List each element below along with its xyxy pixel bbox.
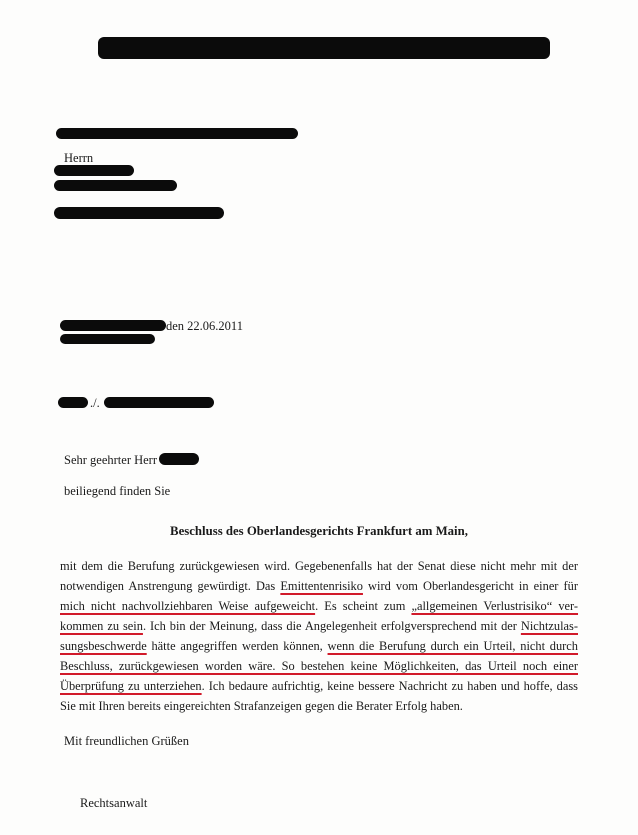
recipient-salutation: Herrn <box>64 151 94 165</box>
body-line-6 <box>60 658 578 674</box>
body-line-8: Sie mit Ihren bereits eingereichten Strafanzeigen gegen die Berater Erfolg haben. <box>60 699 463 713</box>
closing: Mit freundlichen Grüßen <box>64 734 189 748</box>
highlight-nichtzulassung: Nichtzulas- <box>520 619 578 633</box>
greeting: Sehr geehrter Herr <box>64 453 158 467</box>
signature-role: Rechtsanwalt <box>80 796 148 810</box>
redacted-sender-line <box>56 128 298 139</box>
redacted-case-party-b <box>104 397 214 408</box>
body-line-1: mit dem die Berufung zurückgewiesen wird. Gegebenenfalls hat der Senat diese nicht mehr mit der <box>60 559 578 573</box>
highlight-aufgeweicht: mich nicht nachvollziehbaren Weise aufgeweicht <box>60 599 316 613</box>
highlight-beschwerde: sungsbeschwerde <box>60 639 147 653</box>
highlight-verlustrisiko: „allgemeinen Verlustrisiko“ ver- <box>411 599 579 613</box>
case-separator: ./. <box>90 396 100 410</box>
body-line-2: notwendigen Anstrengung gewürdigt. Das Emittentenrisiko wird vom Oberlandesgericht in einer für <box>60 579 578 593</box>
body-line-7: Überprüfung zu unterziehen. Ich bedaure aufrichtig, keine bessere Nachricht zu haben und hoffe, dass <box>60 679 578 693</box>
body-line-5: sungsbeschwerde hätte angegriffen werden können, wenn die Berufung durch ein Urteil, nicht durch <box>60 639 579 653</box>
enclosure-line: beiliegend finden Sie <box>64 484 171 498</box>
highlight-verkommen: kommen zu sein <box>60 619 143 633</box>
redacted-recipient-city <box>54 207 224 219</box>
body-line-3: mich nicht nachvollziehbaren Weise aufgeweicht. Es scheint zum „allgemeinen Verlustrisiko“ ver- <box>60 599 579 613</box>
redacted-recipient-street <box>54 180 177 191</box>
redacted-place <box>60 320 166 331</box>
redacted-greeting-name <box>159 453 199 465</box>
redacted-letterhead <box>98 37 550 59</box>
highlight-ueberpruefung: Überprüfung zu unterziehen <box>60 679 202 693</box>
highlight-emittentenrisiko: Emittentenrisiko <box>280 579 363 593</box>
highlight-beschluss: Beschluss, zurückgewiesen worden wäre. So bestehen keine Möglichkeiten, das Urteil noch einer <box>60 659 578 673</box>
body-line-4: kommen zu sein. Ich bin der Meinung, dass die Angelegenheit erfolgversprechend mit der Nichtzulas- <box>60 619 578 633</box>
redacted-case-party-a <box>58 397 88 408</box>
redacted-recipient-name <box>54 165 134 176</box>
letter-date: den 22.06.2011 <box>166 319 243 333</box>
redacted-reference <box>60 334 155 344</box>
highlight-urteil: wenn die Berufung durch ein Urteil, nicht durch <box>327 639 579 653</box>
document-title: Beschluss des Oberlandesgerichts Frankfurt am Main, <box>170 524 468 538</box>
